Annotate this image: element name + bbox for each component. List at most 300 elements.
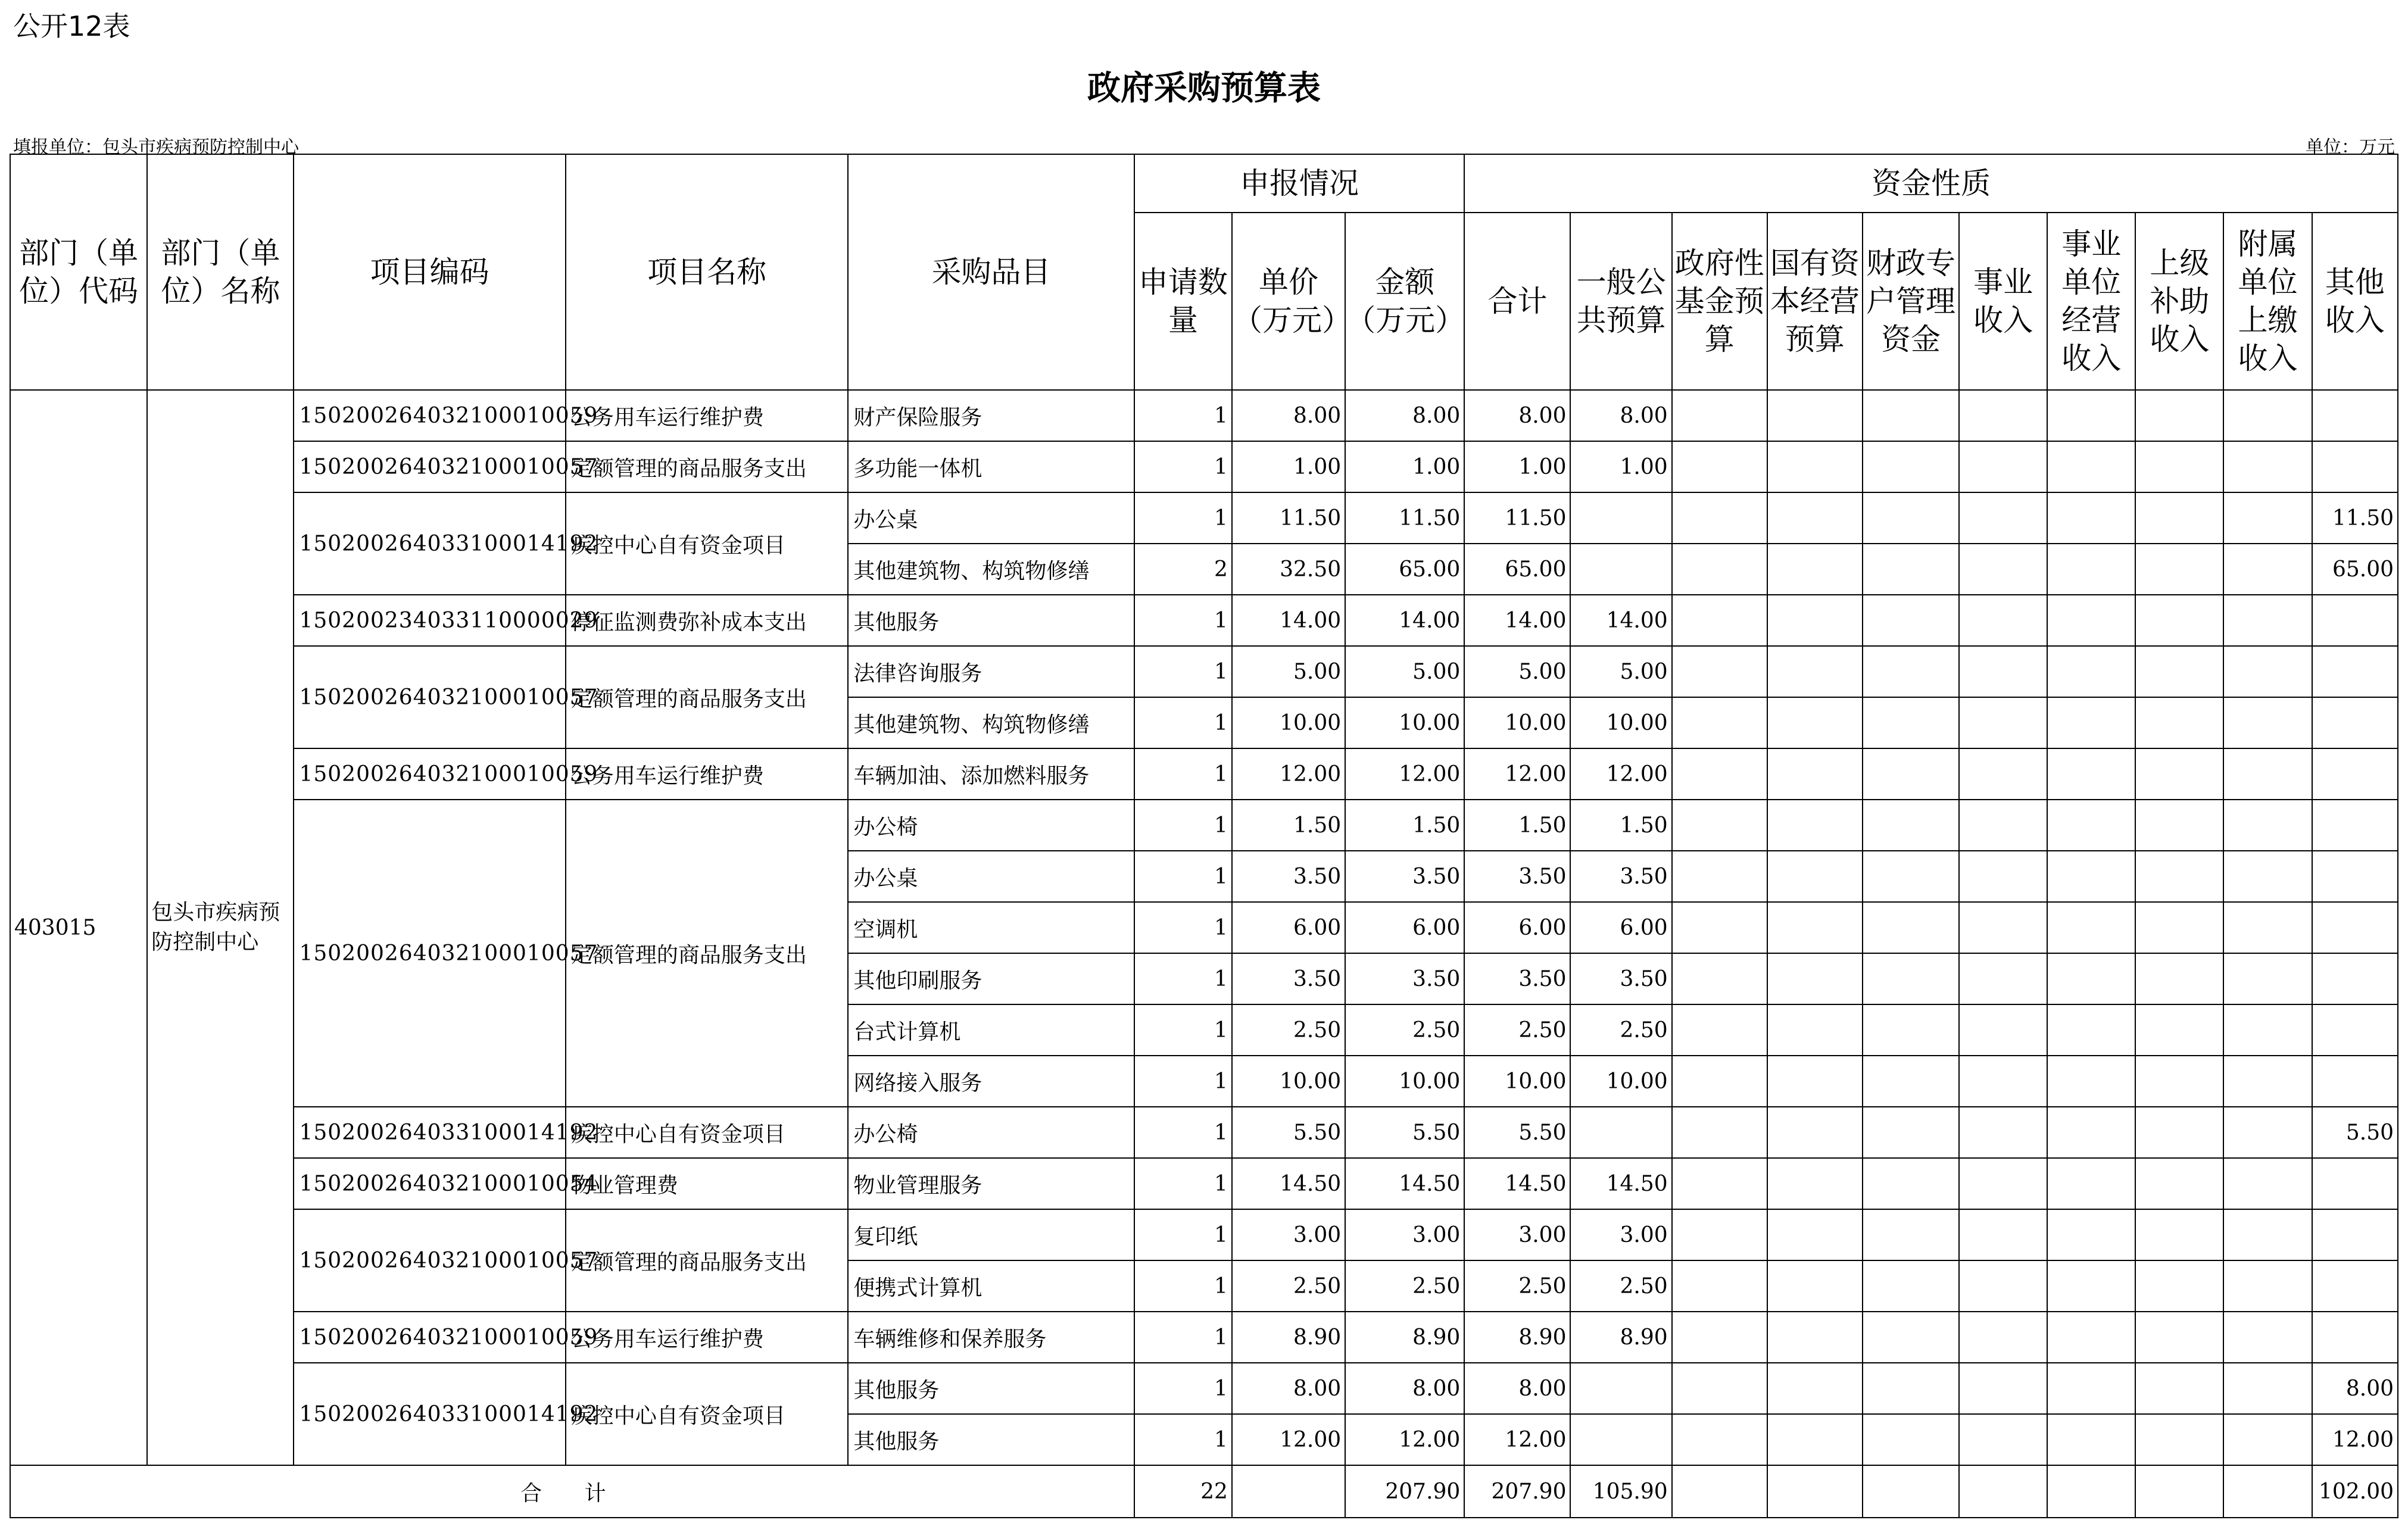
superior-subsidy-cell [2135, 544, 2223, 595]
operating-income-cell [2047, 1363, 2135, 1414]
totals-business-income [1959, 1465, 2047, 1518]
superior-subsidy-cell [2135, 1004, 2223, 1056]
business-income-cell [1959, 595, 2047, 646]
table-row [10, 800, 2398, 851]
quantity-cell: 1 [1134, 902, 1232, 953]
total-cell: 10.00 [1464, 697, 1570, 748]
gov-fund-cell [1672, 1004, 1767, 1056]
general-budget-cell: 14.50 [1570, 1158, 1671, 1209]
item-cell: 台式计算机 [848, 1004, 1134, 1056]
total-cell: 1.00 [1464, 441, 1570, 492]
totals-total: 207.90 [1464, 1465, 1570, 1518]
project-name-cell: 定额管理的商品服务支出 [566, 800, 848, 1107]
project-name-cell: 物业管理费 [566, 1158, 848, 1209]
col-project-code: 项目编码 [294, 154, 565, 390]
project-code-cell: 150200264033100014192 [294, 492, 565, 595]
unit-price-cell: 14.50 [1232, 1158, 1345, 1209]
gov-fund-cell [1672, 1158, 1767, 1209]
table-row [10, 1158, 2398, 1209]
total-cell: 14.50 [1464, 1158, 1570, 1209]
general-budget-cell: 1.50 [1570, 800, 1671, 851]
general-budget-cell: 3.00 [1570, 1209, 1671, 1260]
project-code-cell: 150200264032100010059 [294, 1312, 565, 1363]
table-row [10, 1363, 2398, 1414]
table-row [10, 595, 2398, 646]
general-budget-cell: 5.00 [1570, 646, 1671, 697]
superior-subsidy-cell [2135, 492, 2223, 544]
project-code-cell: 150200234033110000029 [294, 595, 565, 646]
other-income-cell [2312, 851, 2398, 902]
amount-cell: 5.00 [1345, 646, 1464, 697]
other-income-cell: 5.50 [2312, 1107, 2398, 1158]
other-income-cell: 12.00 [2312, 1414, 2398, 1465]
superior-subsidy-cell [2135, 1312, 2223, 1363]
superior-subsidy-cell [2135, 1107, 2223, 1158]
amount-cell: 14.50 [1345, 1158, 1464, 1209]
total-cell: 6.00 [1464, 902, 1570, 953]
affiliated-income-cell [2223, 697, 2312, 748]
project-name-cell: 疾控中心自有资金项目 [566, 1363, 848, 1465]
quantity-cell: 1 [1134, 646, 1232, 697]
group-declaration: 申报情况 [1134, 154, 1465, 213]
total-cell: 2.50 [1464, 1004, 1570, 1056]
project-name-cell: 定额管理的商品服务支出 [566, 1209, 848, 1312]
operating-income-cell [2047, 544, 2135, 595]
other-income-cell [2312, 595, 2398, 646]
total-cell: 65.00 [1464, 544, 1570, 595]
col-dept-code: 部门（单位）代码 [10, 154, 147, 390]
amount-cell: 8.90 [1345, 1312, 1464, 1363]
operating-income-cell [2047, 595, 2135, 646]
fiscal-special-cell [1863, 1158, 1959, 1209]
business-income-cell [1959, 902, 2047, 953]
item-cell: 网络接入服务 [848, 1056, 1134, 1107]
state-capital-cell [1767, 851, 1863, 902]
operating-income-cell [2047, 1312, 2135, 1363]
item-cell: 空调机 [848, 902, 1134, 953]
affiliated-income-cell [2223, 1312, 2312, 1363]
gov-fund-cell [1672, 851, 1767, 902]
item-cell: 物业管理服务 [848, 1158, 1134, 1209]
fiscal-special-cell [1863, 544, 1959, 595]
operating-income-cell [2047, 441, 2135, 492]
fiscal-special-cell [1863, 595, 1959, 646]
affiliated-income-cell [2223, 544, 2312, 595]
table-body [10, 390, 2398, 1465]
unit-price-cell: 11.50 [1232, 492, 1345, 544]
totals-quantity: 22 [1134, 1465, 1232, 1518]
business-income-cell [1959, 1056, 2047, 1107]
business-income-cell [1959, 441, 2047, 492]
quantity-cell: 1 [1134, 1363, 1232, 1414]
amount-cell: 10.00 [1345, 697, 1464, 748]
affiliated-income-cell [2223, 800, 2312, 851]
col-dept-name: 部门（单位）名称 [147, 154, 294, 390]
general-budget-cell [1570, 1414, 1671, 1465]
amount-cell: 65.00 [1345, 544, 1464, 595]
project-code-cell: 150200264032100010057 [294, 1209, 565, 1312]
col-business-income: 事业收入 [1959, 213, 2047, 390]
total-cell: 14.00 [1464, 595, 1570, 646]
totals-general-budget: 105.90 [1570, 1465, 1671, 1518]
totals-operating-income [2047, 1465, 2135, 1518]
item-cell: 便携式计算机 [848, 1260, 1134, 1312]
other-income-cell [2312, 1056, 2398, 1107]
affiliated-income-cell [2223, 646, 2312, 697]
fiscal-special-cell [1863, 1004, 1959, 1056]
business-income-cell [1959, 1414, 2047, 1465]
col-quantity: 申请数量 [1134, 213, 1232, 390]
amount-cell: 1.00 [1345, 441, 1464, 492]
state-capital-cell [1767, 1209, 1863, 1260]
general-budget-cell: 2.50 [1570, 1260, 1671, 1312]
project-code-cell: 150200264032100010057 [294, 800, 565, 1107]
business-income-cell [1959, 390, 2047, 441]
general-budget-cell [1570, 544, 1671, 595]
general-budget-cell: 3.50 [1570, 953, 1671, 1004]
gov-fund-cell [1672, 1056, 1767, 1107]
gov-fund-cell [1672, 697, 1767, 748]
quantity-cell: 1 [1134, 1209, 1232, 1260]
other-income-cell [2312, 1209, 2398, 1260]
col-gov-fund: 政府性基金预算 [1672, 213, 1767, 390]
business-income-cell [1959, 800, 2047, 851]
amount-cell: 12.00 [1345, 1414, 1464, 1465]
business-income-cell [1959, 1209, 2047, 1260]
other-income-cell [2312, 1312, 2398, 1363]
amount-cell: 3.50 [1345, 851, 1464, 902]
col-project-name: 项目名称 [566, 154, 848, 390]
fiscal-special-cell [1863, 1312, 1959, 1363]
col-total: 合计 [1464, 213, 1570, 390]
totals-row [10, 1465, 2398, 1518]
amount-cell: 10.00 [1345, 1056, 1464, 1107]
superior-subsidy-cell [2135, 1158, 2223, 1209]
business-income-cell [1959, 1312, 2047, 1363]
superior-subsidy-cell [2135, 902, 2223, 953]
unit-price-cell: 1.50 [1232, 800, 1345, 851]
amount-cell: 6.00 [1345, 902, 1464, 953]
amount-cell: 2.50 [1345, 1004, 1464, 1056]
unit-price-cell: 3.50 [1232, 851, 1345, 902]
project-name-cell: 定额管理的商品服务支出 [566, 646, 848, 748]
state-capital-cell [1767, 697, 1863, 748]
item-cell: 办公椅 [848, 1107, 1134, 1158]
business-income-cell [1959, 544, 2047, 595]
operating-income-cell [2047, 902, 2135, 953]
project-code-cell: 150200264032100010057 [294, 646, 565, 748]
totals-gov-fund [1672, 1465, 1767, 1518]
operating-income-cell [2047, 390, 2135, 441]
item-cell: 办公椅 [848, 800, 1134, 851]
total-cell: 12.00 [1464, 748, 1570, 800]
superior-subsidy-cell [2135, 953, 2223, 1004]
state-capital-cell [1767, 953, 1863, 1004]
item-cell: 其他印刷服务 [848, 953, 1134, 1004]
item-cell: 车辆加油、添加燃料服务 [848, 748, 1134, 800]
affiliated-income-cell [2223, 1260, 2312, 1312]
business-income-cell [1959, 953, 2047, 1004]
fiscal-special-cell [1863, 1260, 1959, 1312]
other-income-cell [2312, 902, 2398, 953]
item-cell: 其他建筑物、构筑物修缮 [848, 697, 1134, 748]
currency-unit: 单位：万元 [2306, 137, 2395, 158]
project-name-cell: 疾控中心自有资金项目 [566, 492, 848, 595]
quantity-cell: 1 [1134, 1414, 1232, 1465]
fiscal-special-cell [1863, 953, 1959, 1004]
total-cell: 12.00 [1464, 1414, 1570, 1465]
totals-label: 合 计 [10, 1465, 1134, 1518]
totals-amount: 207.90 [1345, 1465, 1464, 1518]
total-cell: 5.00 [1464, 646, 1570, 697]
quantity-cell: 1 [1134, 1056, 1232, 1107]
gov-fund-cell [1672, 595, 1767, 646]
table-row [10, 748, 2398, 800]
item-cell: 办公桌 [848, 492, 1134, 544]
affiliated-income-cell [2223, 441, 2312, 492]
table-row [10, 390, 2398, 441]
item-cell: 其他服务 [848, 1363, 1134, 1414]
total-cell: 2.50 [1464, 1260, 1570, 1312]
business-income-cell [1959, 1004, 2047, 1056]
superior-subsidy-cell [2135, 1260, 2223, 1312]
quantity-cell: 2 [1134, 544, 1232, 595]
amount-cell: 3.00 [1345, 1209, 1464, 1260]
state-capital-cell [1767, 492, 1863, 544]
other-income-cell [2312, 697, 2398, 748]
affiliated-income-cell [2223, 1158, 2312, 1209]
table-row [10, 646, 2398, 697]
state-capital-cell [1767, 1107, 1863, 1158]
dept-code-cell: 403015 [10, 390, 147, 1465]
totals-state-capital [1767, 1465, 1863, 1518]
project-name-cell: 定额管理的商品服务支出 [566, 441, 848, 492]
affiliated-income-cell [2223, 953, 2312, 1004]
unit-price-cell: 8.00 [1232, 390, 1345, 441]
amount-cell: 2.50 [1345, 1260, 1464, 1312]
table-row [10, 1209, 2398, 1260]
fiscal-special-cell [1863, 441, 1959, 492]
item-cell: 其他建筑物、构筑物修缮 [848, 544, 1134, 595]
table-row [10, 441, 2398, 492]
operating-income-cell [2047, 1209, 2135, 1260]
operating-income-cell [2047, 1158, 2135, 1209]
total-cell: 5.50 [1464, 1107, 1570, 1158]
project-name-cell: 停征监测费弥补成本支出 [566, 595, 848, 646]
project-code-cell: 150200264032100010059 [294, 748, 565, 800]
fiscal-special-cell [1863, 800, 1959, 851]
gov-fund-cell [1672, 800, 1767, 851]
other-income-cell: 65.00 [2312, 544, 2398, 595]
unit-price-cell: 6.00 [1232, 902, 1345, 953]
business-income-cell [1959, 1158, 2047, 1209]
dept-name-cell: 包头市疾病预防控制中心 [147, 390, 294, 1465]
gov-fund-cell [1672, 1260, 1767, 1312]
superior-subsidy-cell [2135, 1414, 2223, 1465]
col-operating-income: 事业单位经营收入 [2047, 213, 2135, 390]
other-income-cell [2312, 1158, 2398, 1209]
unit-price-cell: 10.00 [1232, 697, 1345, 748]
total-cell: 8.90 [1464, 1312, 1570, 1363]
business-income-cell [1959, 748, 2047, 800]
unit-price-cell: 2.50 [1232, 1004, 1345, 1056]
state-capital-cell [1767, 646, 1863, 697]
general-budget-cell: 6.00 [1570, 902, 1671, 953]
quantity-cell: 1 [1134, 492, 1232, 544]
superior-subsidy-cell [2135, 441, 2223, 492]
other-income-cell: 11.50 [2312, 492, 2398, 544]
general-budget-cell: 8.00 [1570, 390, 1671, 441]
fiscal-special-cell [1863, 1056, 1959, 1107]
state-capital-cell [1767, 441, 1863, 492]
general-budget-cell: 8.90 [1570, 1312, 1671, 1363]
operating-income-cell [2047, 1004, 2135, 1056]
item-cell: 复印纸 [848, 1209, 1134, 1260]
fiscal-special-cell [1863, 748, 1959, 800]
item-cell: 办公桌 [848, 851, 1134, 902]
operating-income-cell [2047, 748, 2135, 800]
quantity-cell: 1 [1134, 1158, 1232, 1209]
gov-fund-cell [1672, 1363, 1767, 1414]
quantity-cell: 1 [1134, 1312, 1232, 1363]
state-capital-cell [1767, 800, 1863, 851]
unit-price-cell: 2.50 [1232, 1260, 1345, 1312]
affiliated-income-cell [2223, 1414, 2312, 1465]
total-cell: 10.00 [1464, 1056, 1570, 1107]
other-income-cell [2312, 953, 2398, 1004]
unit-price-cell: 32.50 [1232, 544, 1345, 595]
affiliated-income-cell [2223, 1209, 2312, 1260]
affiliated-income-cell [2223, 1004, 2312, 1056]
col-other-income: 其他收入 [2312, 213, 2398, 390]
unit-price-cell: 5.00 [1232, 646, 1345, 697]
gov-fund-cell [1672, 544, 1767, 595]
superior-subsidy-cell [2135, 800, 2223, 851]
quantity-cell: 1 [1134, 851, 1232, 902]
superior-subsidy-cell [2135, 697, 2223, 748]
superior-subsidy-cell [2135, 748, 2223, 800]
group-fund-nature: 资金性质 [1464, 154, 2398, 213]
operating-income-cell [2047, 697, 2135, 748]
operating-income-cell [2047, 851, 2135, 902]
quantity-cell: 1 [1134, 1004, 1232, 1056]
procurement-budget-table [10, 154, 2398, 1518]
other-income-cell [2312, 441, 2398, 492]
general-budget-cell: 2.50 [1570, 1004, 1671, 1056]
amount-cell: 3.50 [1345, 953, 1464, 1004]
other-income-cell [2312, 1260, 2398, 1312]
totals-unit-price [1232, 1465, 1345, 1518]
amount-cell: 5.50 [1345, 1107, 1464, 1158]
other-income-cell [2312, 800, 2398, 851]
totals-affiliated-income [2223, 1465, 2312, 1518]
item-cell: 法律咨询服务 [848, 646, 1134, 697]
total-cell: 8.00 [1464, 1363, 1570, 1414]
state-capital-cell [1767, 390, 1863, 441]
operating-income-cell [2047, 1056, 2135, 1107]
unit-price-cell: 12.00 [1232, 748, 1345, 800]
project-code-cell: 150200264032100010057 [294, 441, 565, 492]
business-income-cell [1959, 1363, 2047, 1414]
other-income-cell [2312, 390, 2398, 441]
gov-fund-cell [1672, 748, 1767, 800]
operating-income-cell [2047, 1107, 2135, 1158]
quantity-cell: 1 [1134, 1107, 1232, 1158]
operating-income-cell [2047, 953, 2135, 1004]
unit-price-cell: 10.00 [1232, 1056, 1345, 1107]
totals-other-income: 102.00 [2312, 1465, 2398, 1518]
project-code-cell: 150200264033100014192 [294, 1363, 565, 1465]
other-income-cell [2312, 748, 2398, 800]
filling-unit: 填报单位：包头市疾病预防控制中心 [13, 137, 299, 158]
table-row [10, 1107, 2398, 1158]
affiliated-income-cell [2223, 595, 2312, 646]
project-code-cell: 150200264033100014192 [294, 1107, 565, 1158]
col-fiscal-special: 财政专户管理资金 [1863, 213, 1959, 390]
state-capital-cell [1767, 1260, 1863, 1312]
total-cell: 3.50 [1464, 953, 1570, 1004]
business-income-cell [1959, 851, 2047, 902]
amount-cell: 8.00 [1345, 390, 1464, 441]
page-title: 政府采购预算表 [1087, 69, 1321, 108]
general-budget-cell: 10.00 [1570, 697, 1671, 748]
state-capital-cell [1767, 1363, 1863, 1414]
total-cell: 11.50 [1464, 492, 1570, 544]
gov-fund-cell [1672, 492, 1767, 544]
col-item: 采购品目 [848, 154, 1134, 390]
total-cell: 8.00 [1464, 390, 1570, 441]
gov-fund-cell [1672, 646, 1767, 697]
superior-subsidy-cell [2135, 595, 2223, 646]
col-state-capital: 国有资本经营预算 [1767, 213, 1863, 390]
gov-fund-cell [1672, 1209, 1767, 1260]
quantity-cell: 1 [1134, 390, 1232, 441]
unit-price-cell: 14.00 [1232, 595, 1345, 646]
affiliated-income-cell [2223, 748, 2312, 800]
col-superior-subsidy: 上级补助收入 [2135, 213, 2223, 390]
general-budget-cell: 1.00 [1570, 441, 1671, 492]
operating-income-cell [2047, 646, 2135, 697]
business-income-cell [1959, 1260, 2047, 1312]
item-cell: 车辆维修和保养服务 [848, 1312, 1134, 1363]
unit-price-cell: 8.90 [1232, 1312, 1345, 1363]
total-cell: 1.50 [1464, 800, 1570, 851]
item-cell: 其他服务 [848, 1414, 1134, 1465]
item-cell: 多功能一体机 [848, 441, 1134, 492]
gov-fund-cell [1672, 390, 1767, 441]
fiscal-special-cell [1863, 646, 1959, 697]
col-affiliated-income: 附属单位上缴收入 [2223, 213, 2312, 390]
table-row [10, 1312, 2398, 1363]
state-capital-cell [1767, 1312, 1863, 1363]
other-income-cell: 8.00 [2312, 1363, 2398, 1414]
fiscal-special-cell [1863, 1363, 1959, 1414]
general-budget-cell: 10.00 [1570, 1056, 1671, 1107]
affiliated-income-cell [2223, 390, 2312, 441]
general-budget-cell: 3.50 [1570, 851, 1671, 902]
general-budget-cell [1570, 1363, 1671, 1414]
item-cell: 财产保险服务 [848, 390, 1134, 441]
affiliated-income-cell [2223, 1107, 2312, 1158]
quantity-cell: 1 [1134, 1260, 1232, 1312]
superior-subsidy-cell [2135, 1209, 2223, 1260]
superior-subsidy-cell [2135, 851, 2223, 902]
general-budget-cell [1570, 492, 1671, 544]
quantity-cell: 1 [1134, 697, 1232, 748]
table-row [10, 492, 2398, 544]
amount-cell: 14.00 [1345, 595, 1464, 646]
col-general-budget: 一般公共预算 [1570, 213, 1671, 390]
